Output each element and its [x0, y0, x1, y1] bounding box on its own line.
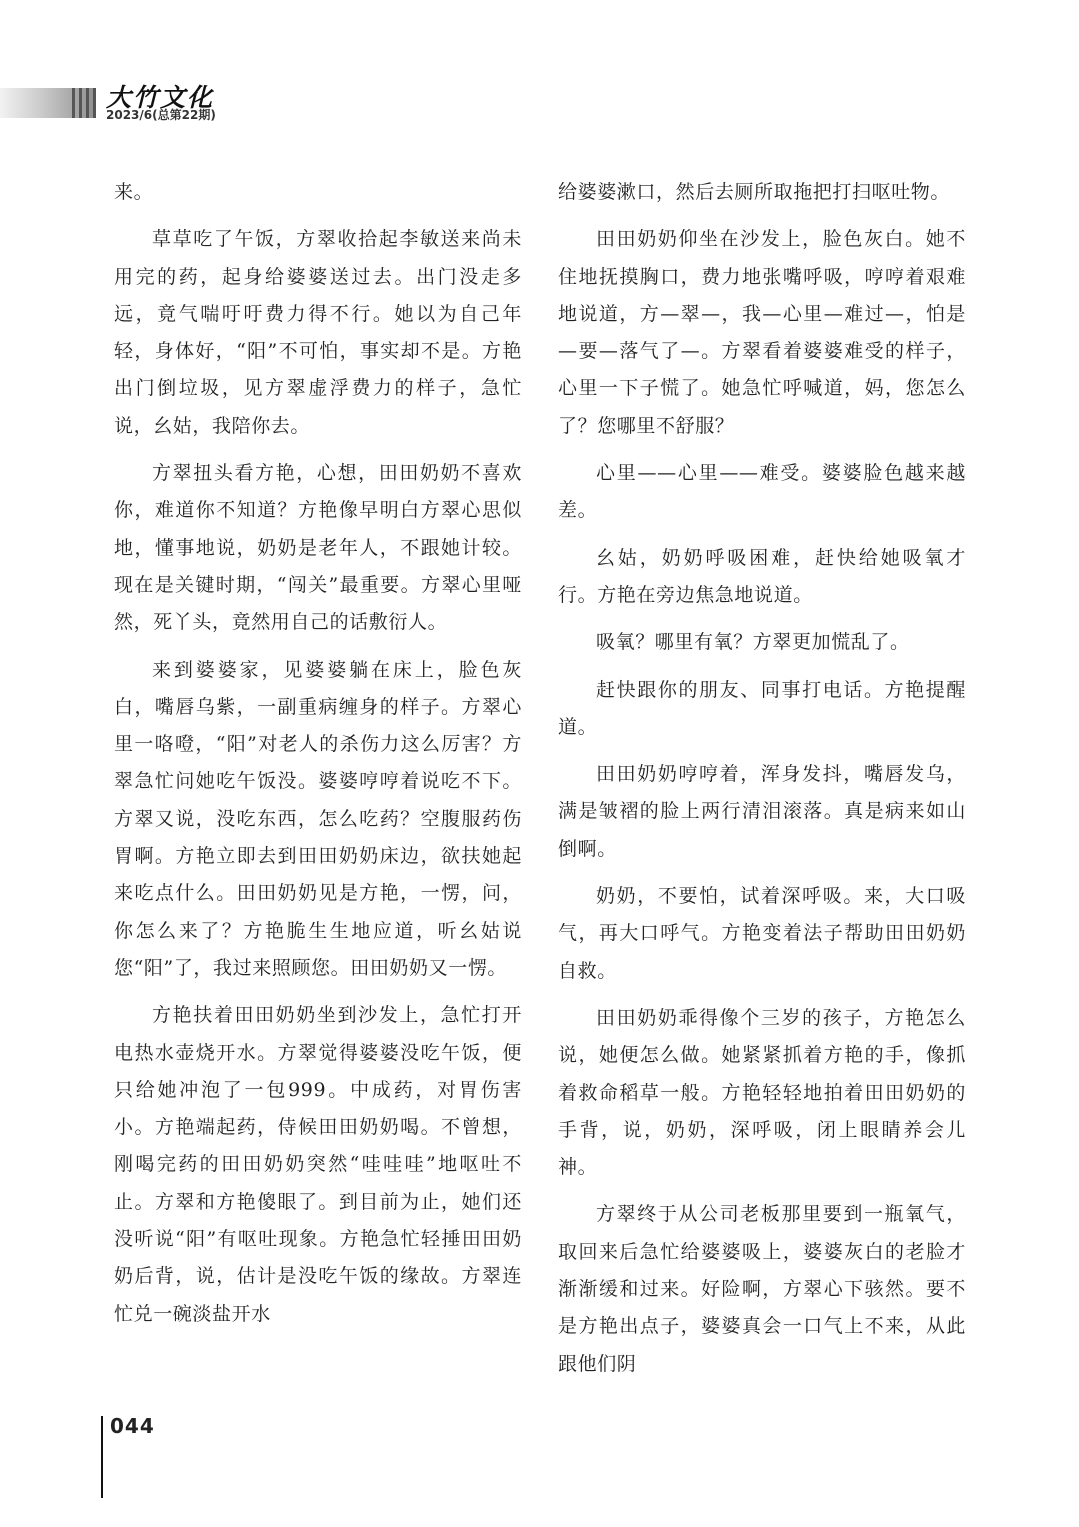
footer-rule [101, 1416, 103, 1498]
paragraph: 方艳扶着田田奶奶坐到沙发上，急忙打开电热水壶烧开水。方翠觉得婆婆没吃午饭，便只给她冲泡了一包999。中成药，对胃伤害小。方艳端起药，侍候田田奶奶喝。不曾想，刚喝完药的田田奶奶突然“哇哇哇”地呕吐不止。方翠和方艳傻眼了。到目前为止，她们还没听说“阳”有呕吐现象。方艳急忙轻捶田田奶奶后背，说，估计是没吃午饭的缘故。方翠连忙兑一碗淡盐开水 [114, 1004, 522, 1325]
issue-label: 2023/6(总第22期) [106, 108, 216, 122]
right-column [558, 174, 966, 1393]
paragraph: 吸氧？哪里有氧？方翠更加慌乱了。 [596, 631, 910, 654]
journal-title: 大竹文化 [106, 83, 215, 112]
paragraph: 草草吃了午饭，方翠收拾起李敏送来尚未用完的药，起身给婆婆送过去。出门没走多远，竟气喘吁吁费力得不行。她以为自己年轻，身体好，“阳”不可怕，事实却不是。方艳出门倒垃圾，见方翠虚浮费力的样子，急忙说，幺姑，我陪你去。 [114, 228, 522, 437]
paragraph: 田田奶奶哼哼着，浑身发抖，嘴唇发乌，满是皱褶的脸上两行清泪滚落。真是病来如山倒啊。 [558, 763, 966, 860]
paragraph: 方翠终于从公司老板那里要到一瓶氧气，取回来后急忙给婆婆吸上，婆婆灰白的老脸才渐渐缓和过来。好险啊，方翠心下骇然。要不是方艳出点子，婆婆真会一口气上不来，从此跟他们阴 [558, 1203, 966, 1375]
paragraph: 来到婆婆家，见婆婆躺在床上，脸色灰白，嘴唇乌紫，一副重病缠身的样子。方翠心里一咯噔，“阳”对老人的杀伤力这么厉害？方翠急忙问她吃午饭没。婆婆哼哼着说吃不下。方翠又说，没吃东西，怎么吃药？空腹服药伤胃啊。方艳立即去到田田奶奶床边，欲扶她起来吃点什么。田田奶奶见是方艳，一愣，问，你怎么来了？方艳脆生生地应道，听幺姑说您“阳”了，我过来照顾您。田田奶奶又一愣。 [114, 658, 522, 979]
paragraph: 方翠扭头看方艳，心想，田田奶奶不喜欢你，难道你不知道？方艳像早明白方翠心思似地，懂事地说，奶奶是老年人，不跟她计较。现在是关键时期，“闯关”最重要。方翠心里哑然，死丫头，竟然用自己的话敷衍人。 [114, 462, 522, 634]
paragraph: 心里——心里——难受。婆婆脸色越来越差。 [558, 462, 966, 522]
paragraph: 奶奶，不要怕，试着深呼吸。来，大口吸气，再大口呼气。方艳变着法子帮助田田奶奶自救。 [558, 885, 966, 982]
paragraph: 田田奶奶仰坐在沙发上，脸色灰白。她不住地抚摸胸口，费力地张嘴呼吸，哼哼着艰难地说道，方—翠—，我—心里—难过—，怕是—要—落气了—。方翠看着婆婆难受的样子，心里一下子慌了。她急忙呼喊道，妈，您怎么了？您哪里不舒服？ [558, 228, 966, 437]
paragraph: 田田奶奶乖得像个三岁的孩子，方艳怎么说，她便怎么做。她紧紧抓着方艳的手，像抓着救命稻草一般。方艳轻轻地拍着田田奶奶的手背，说，奶奶，深呼吸，闭上眼睛养会儿神。 [558, 1006, 966, 1179]
paragraph: 来。 [114, 181, 154, 203]
left-column [114, 174, 522, 1343]
header-stripes [68, 88, 104, 118]
paragraph: 赶快跟你的朋友、同事打电话。方艳提醒道。 [558, 678, 966, 738]
paragraph: 幺姑，奶奶呼吸困难，赶快给她吸氧才行。方艳在旁边焦急地说道。 [558, 546, 966, 606]
paragraph: 给婆婆漱口，然后去厕所取拖把打扫呕吐物。 [558, 181, 951, 203]
page-number: 044 [110, 1414, 155, 1438]
